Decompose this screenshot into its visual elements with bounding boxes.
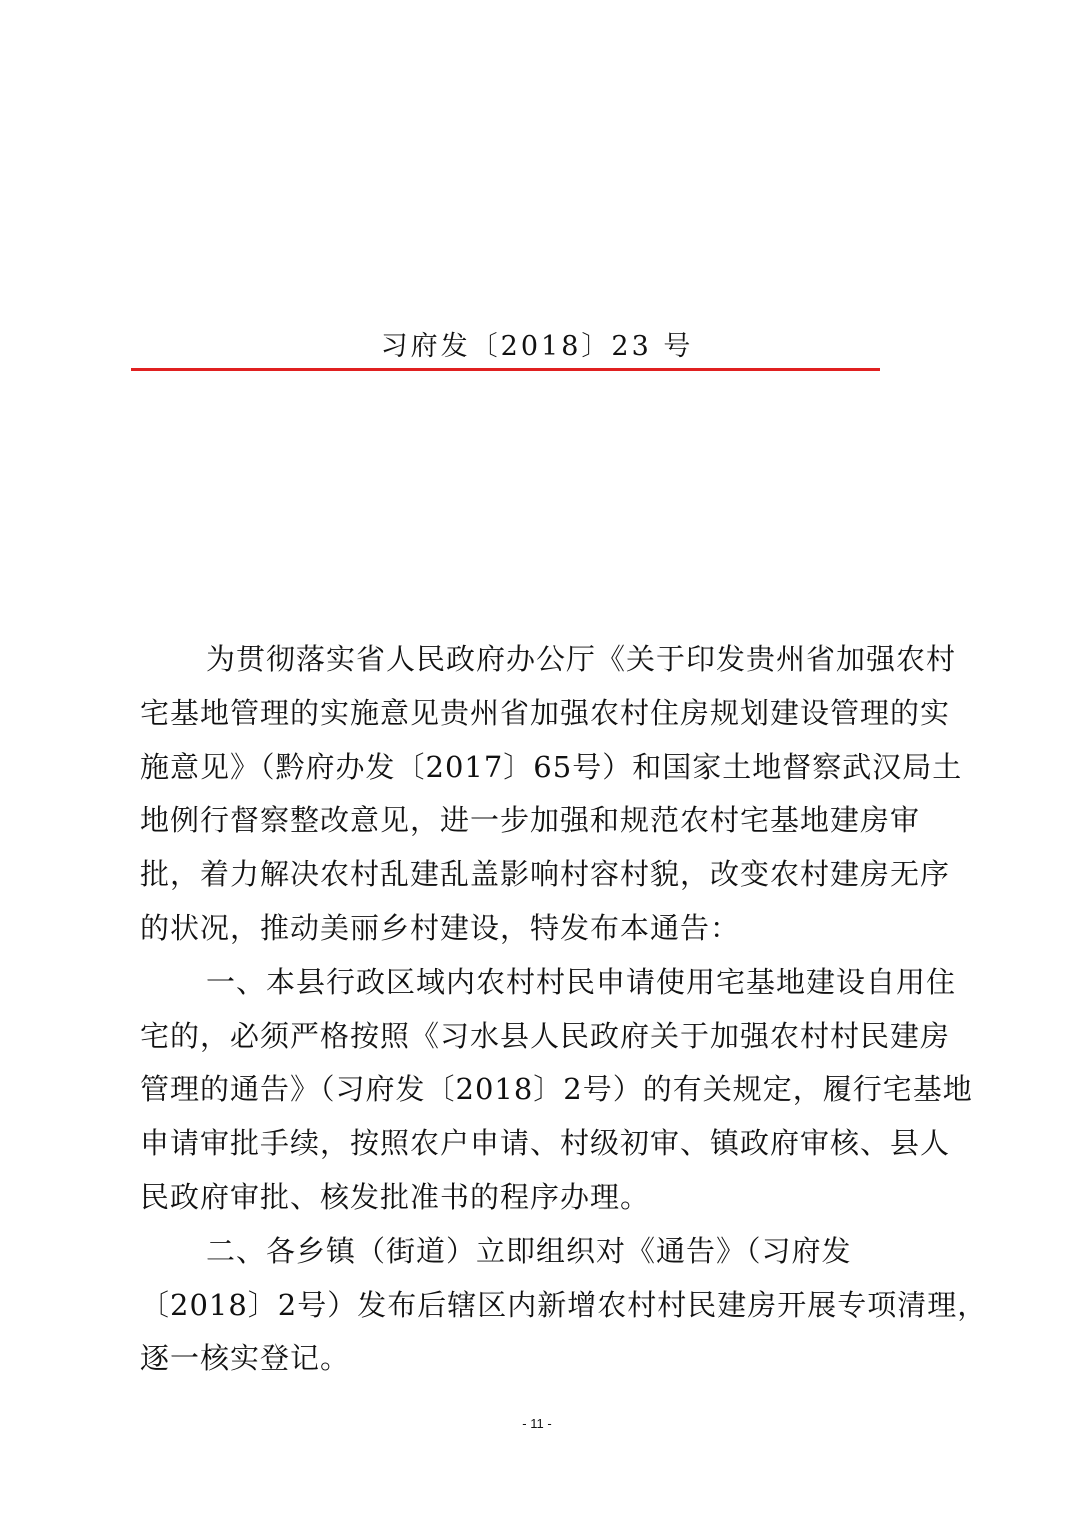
paragraph-item-2 — [140, 1225, 988, 1386]
paragraph-preamble — [140, 633, 963, 956]
text-line: 批，着力解决农村乱建乱盖影响村容村貌，改变农村建房无序 — [140, 857, 951, 892]
document-body — [140, 633, 988, 1386]
red-header-rule — [131, 368, 880, 371]
text-line: 宅的，必须严格按照《习水县人民政府关于加强农村村民建房 — [140, 1018, 951, 1053]
text-line: 申请审批手续，按照农户申请、村级初审、镇政府审核、县人 — [140, 1126, 951, 1161]
text-line: 逐一核实登记。 — [140, 1341, 351, 1376]
text-line: 二、各乡镇（街道）立即组织对《通告》（习府发 — [206, 1233, 852, 1268]
document-number: 习府发〔2018〕23 号 — [380, 331, 694, 362]
text-line: 地例行督察整改意见，进一步加强和规范农村宅基地建房审 — [140, 803, 921, 838]
text-line: 民政府审批、核发批准书的程序办理。 — [140, 1179, 651, 1214]
paragraph-item-1 — [140, 956, 973, 1225]
text-line: 〔2018〕2号）发布后辖区内新增农村村民建房开展专项清理， — [140, 1287, 988, 1322]
text-line: 管理的通告》（习府发〔2018〕2号）的有关规定，履行宅基地 — [140, 1072, 973, 1107]
text-line: 宅基地管理的实施意见贵州省加强农村住房规划建设管理的实 — [140, 695, 951, 730]
page-number: - 11 - — [522, 1416, 552, 1431]
text-line: 的状况，推动美丽乡村建设，特发布本通告： — [140, 910, 741, 945]
text-line: 施意见》（黔府办发〔2017〕65号）和国家土地督察武汉局土 — [140, 749, 963, 784]
text-line: 一、本县行政区域内农村村民申请使用宅基地建设自用住 — [206, 964, 957, 999]
text-line: 为贯彻落实省人民政府办公厅《关于印发贵州省加强农村 — [206, 642, 957, 676]
